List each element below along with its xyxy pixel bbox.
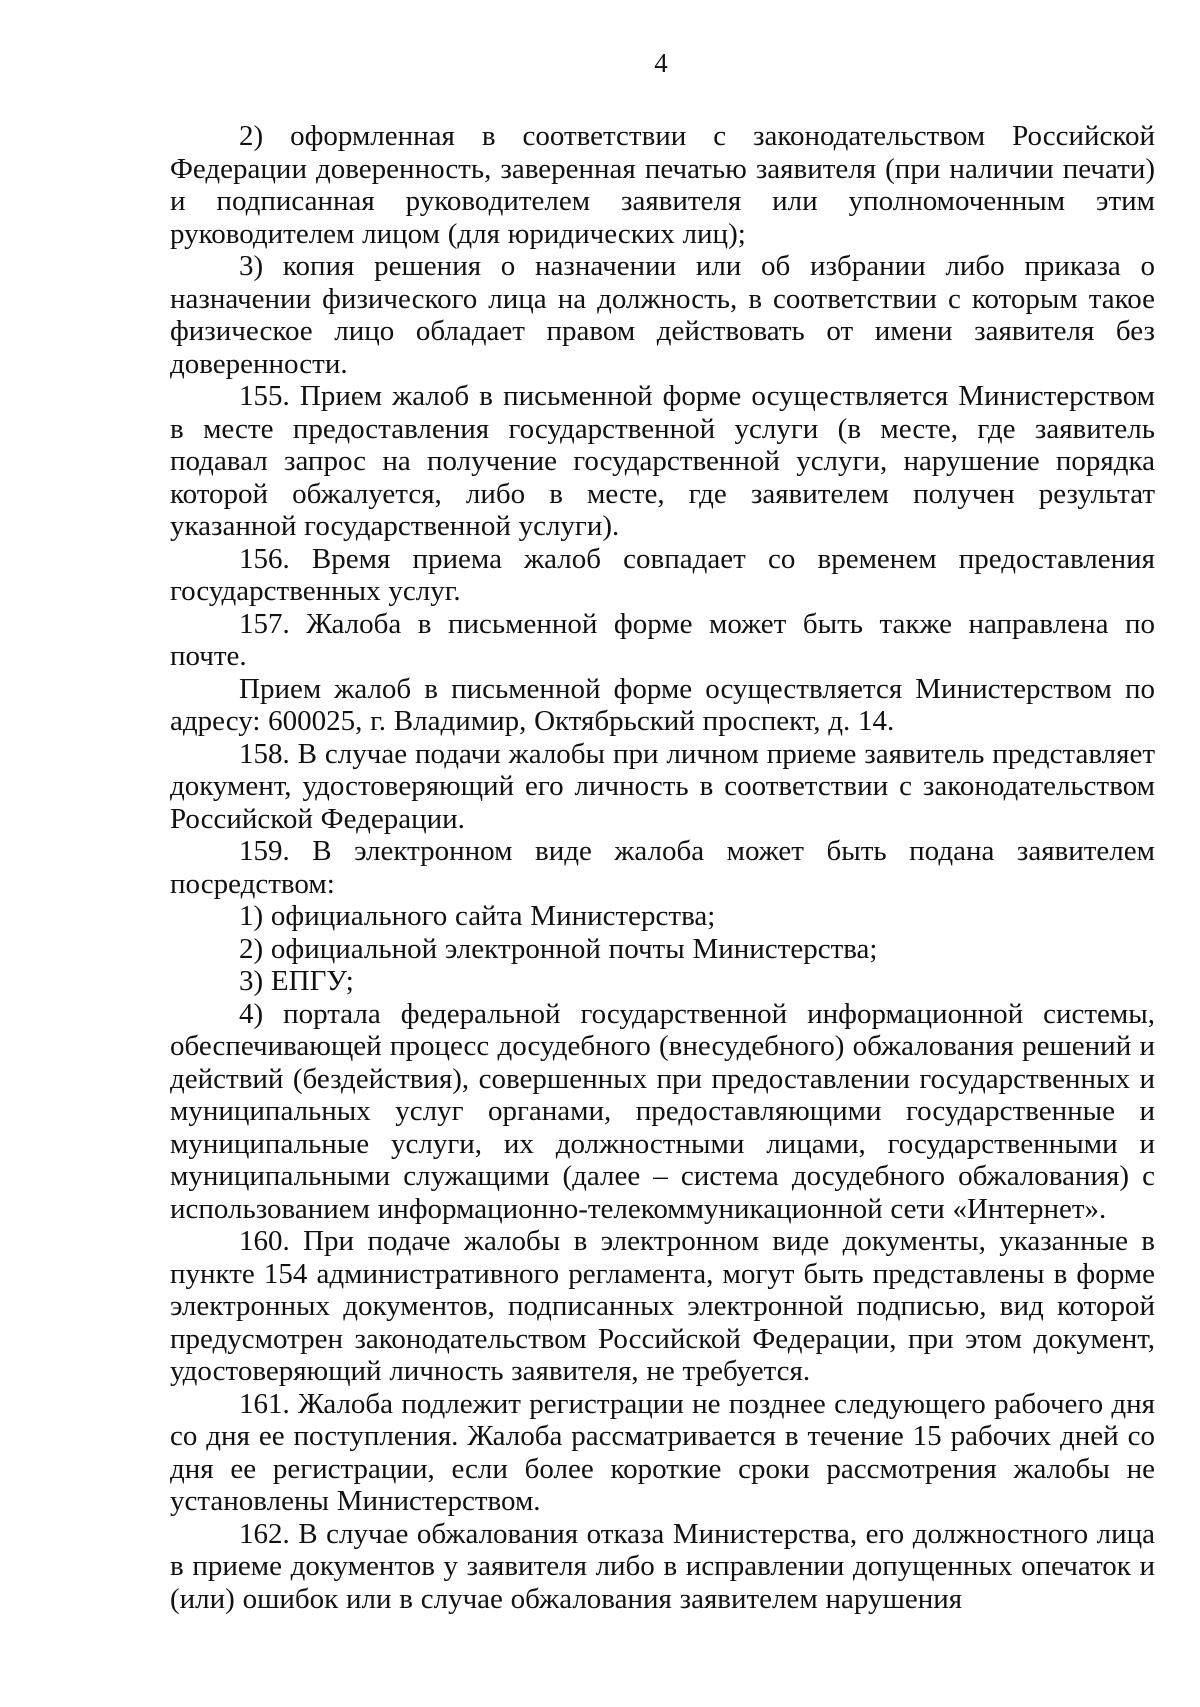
paragraph-item-3-appointment-copy: 3) копия решения о назначении или об избрании либо приказа о назначении физического лица на должность, в соответствии с которым такое физическое лицо обладает правом действовать от имени заявителя без доверенности. <box>170 250 1155 380</box>
paragraph-158: 158. В случае подачи жалобы при личном приеме заявитель представляет документ, удостоверяющий его личность в соответствии с законодательством Российской Федерации. <box>170 737 1155 835</box>
paragraph-160: 160. При подаче жалобы в электронном виде документы, указанные в пункте 154 административного регламента, могут быть представлены в форме электронных документов, подписанных электронной подписью, вид которой предусмотрен законодательством Российской Федерации, при этом документ, удостоверяющий личность заявителя, не требуется. <box>170 1225 1155 1387</box>
paragraph-157-address: Прием жалоб в письменной форме осуществляется Министерством по адресу: 600025, г. Владимир, Октябрьский проспект, д. 14. <box>170 672 1155 737</box>
paragraph-156: 156. Время приема жалоб совпадает со временем предоставления государственных услуг. <box>170 542 1155 607</box>
paragraph-159-item-4: 4) портала федеральной государственной информационной системы, обеспечивающей процесс досудебного (внесудебного) обжалования решений и действий (бездействия), совершенных при предоставлении государственных и муниципальных услуг органами, предоставляющими государственные и муниципальные услуги, их должностными лицами, государственными и муниципальными служащими (далее – система досудебного обжалования) с использованием информационно-телекоммуникационной сети «Интернет». <box>170 997 1155 1225</box>
paragraph-item-2-power-of-attorney: 2) оформленная в соответствии с законодательством Российской Федерации доверенность, заверенная печатью заявителя (при наличии печати) и подписанная руководителем заявителя или уполномоченным этим руководителем лицом (для юридических лиц); <box>170 120 1155 250</box>
paragraph-159-item-2: 2) официальной электронной почты Министерства; <box>239 932 878 965</box>
paragraph-157: 157. Жалоба в письменной форме может быть также направлена по почте. <box>170 607 1155 672</box>
paragraph-159-item-1: 1) официального сайта Министерства; <box>239 900 716 932</box>
paragraph-159: 159. В электронном виде жалоба может быть подана заявителем посредством: <box>170 835 1155 900</box>
paragraph-159-item-3: 3) ЕПГУ; <box>239 965 354 997</box>
paragraph-155: 155. Прием жалоб в письменной форме осуществляется Министерством в месте предоставления государственной услуги (в месте, где заявитель подавал запрос на получение государственной услуги, нарушение порядка которой обжалуется, либо в месте, где заявителем получен результат указанной государственной услуги). <box>170 380 1155 542</box>
paragraph-162: 162. В случае обжалования отказа Министерства, его должностного лица в приеме документов у заявителя либо в исправлении допущенных опечаток и (или) ошибок или в случае обжалования заявителем нарушения <box>170 1517 1155 1615</box>
paragraph-161: 161. Жалоба подлежит регистрации не позднее следующего рабочего дня со дня ее поступления. Жалоба рассматривается в течение 15 рабочих дней со дня ее регистрации, если более короткие сроки рассмотрения жалобы не установлены Министерством. <box>170 1387 1155 1517</box>
page-number: 4 <box>654 48 668 78</box>
document-body <box>170 120 1155 1615</box>
